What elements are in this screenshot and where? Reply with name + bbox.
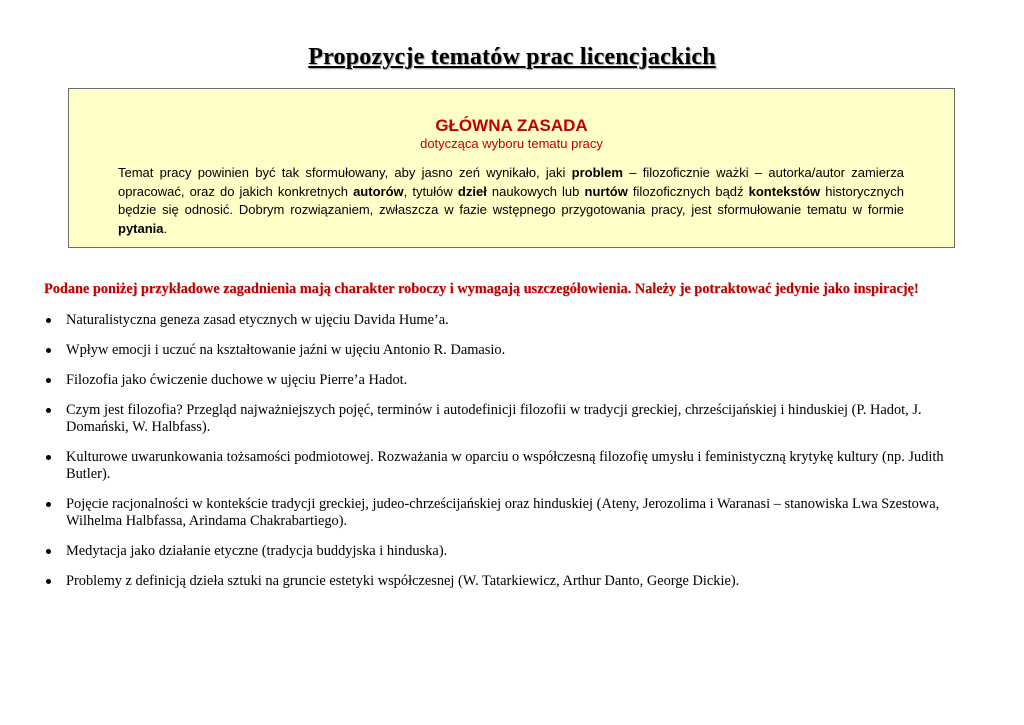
bullet-dot-icon	[46, 455, 51, 460]
main-principle-box	[68, 88, 955, 248]
principle-text-segment: filozoficznych bądź	[627, 183, 749, 199]
principle-text-segment: , tytułów	[403, 183, 458, 199]
bullet-dot-icon	[46, 502, 51, 507]
principle-keyword: pytania	[118, 220, 164, 236]
topic-text: Czym jest filozofia? Przegląd najważniejszych pojęć, terminów i autodefinicji filozofii w tradycji greckiej, chrześcijańskiej i hinduskiej (P. Hadot, J. Domański, W. Halbfass).	[66, 402, 922, 435]
principle-keyword: kontekstów	[748, 183, 821, 199]
topic-text: Medytacja jako działanie etyczne (tradycja buddyjska i hinduska).	[66, 543, 448, 559]
topic-item	[44, 496, 974, 530]
topic-item	[44, 342, 974, 359]
principle-text-segment: – filozoficznie ważki – autorka/autor zamierza opracować, oraz do jakich konkretnych	[118, 165, 904, 199]
topic-text: Filozofia jako ćwiczenie duchowe w ujęciu Pierre’a Hadot.	[66, 372, 408, 388]
topic-text: Naturalistyczna geneza zasad etycznych w ujęciu Davida Hume’a.	[66, 312, 449, 328]
principle-text-segment: naukowych lub	[486, 183, 585, 199]
principle-subheading: dotycząca wyboru tematu pracy	[420, 136, 603, 151]
topic-item	[44, 312, 974, 329]
topic-text: Problemy z definicją dzieła sztuki na gruncie estetyki współczesnej (W. Tatarkiewicz, Arthur Danto, George Dickie).	[66, 573, 740, 589]
principle-text-segment: .	[163, 220, 168, 236]
bullet-dot-icon	[46, 348, 51, 353]
topic-text: Pojęcie racjonalności w kontekście tradycji greckiej, judeo-chrześcijańskiej oraz hinduskiej (Ateny, Jerozolima i Waranasi – stanowiska Lwa Szestowa, Wilhelma Halbfassa, Arindama Chakrabartiego).	[66, 496, 940, 529]
principle-keyword: nurtów	[584, 183, 628, 199]
principle-text	[118, 164, 904, 238]
topic-item	[44, 573, 974, 590]
principle-text-segment: historycznych będzie się odnosić. Dobrym rozwiązaniem, zwłaszcza w fazie wstępnego przygotowania pracy, jest sformułowanie tematu w formie	[118, 183, 904, 218]
bullet-dot-icon	[46, 378, 51, 383]
principle-text-segment: Temat pracy powinien być tak sformułowany, aby jasno zeń wynikało, jaki	[118, 165, 572, 180]
principle-keyword: autorów	[353, 183, 404, 199]
principle-keyword: problem	[571, 165, 623, 180]
principle-keyword: dzieł	[457, 183, 487, 199]
bullet-dot-icon	[46, 579, 51, 584]
topic-item	[44, 402, 974, 436]
topic-list	[44, 312, 974, 603]
topic-text: Wpływ emocji i uczuć na kształtowanie jaźni w ujęciu Antonio R. Damasio.	[66, 342, 506, 358]
topic-item	[44, 449, 974, 483]
topic-item	[44, 543, 974, 560]
bullet-dot-icon	[46, 549, 51, 554]
topic-text: Kulturowe uwarunkowania tożsamości podmiotowej. Rozważania w oparciu o współczesną filozofię umysłu i feministyczną krytykę kultury (np. Judith Butler).	[66, 449, 944, 482]
bullet-dot-icon	[46, 408, 51, 413]
page-title: Propozycje tematów prac licencjackich	[308, 44, 716, 70]
topic-item	[44, 372, 974, 389]
principle-heading: GŁÓWNA ZASADA	[435, 116, 588, 135]
bullet-dot-icon	[46, 318, 51, 323]
inspiration-notice: Podane poniżej przykładowe zagadnienia mają charakter roboczy i wymagają uszczegółowienia. Należy je potraktować jedynie jako inspirację!	[44, 281, 919, 297]
